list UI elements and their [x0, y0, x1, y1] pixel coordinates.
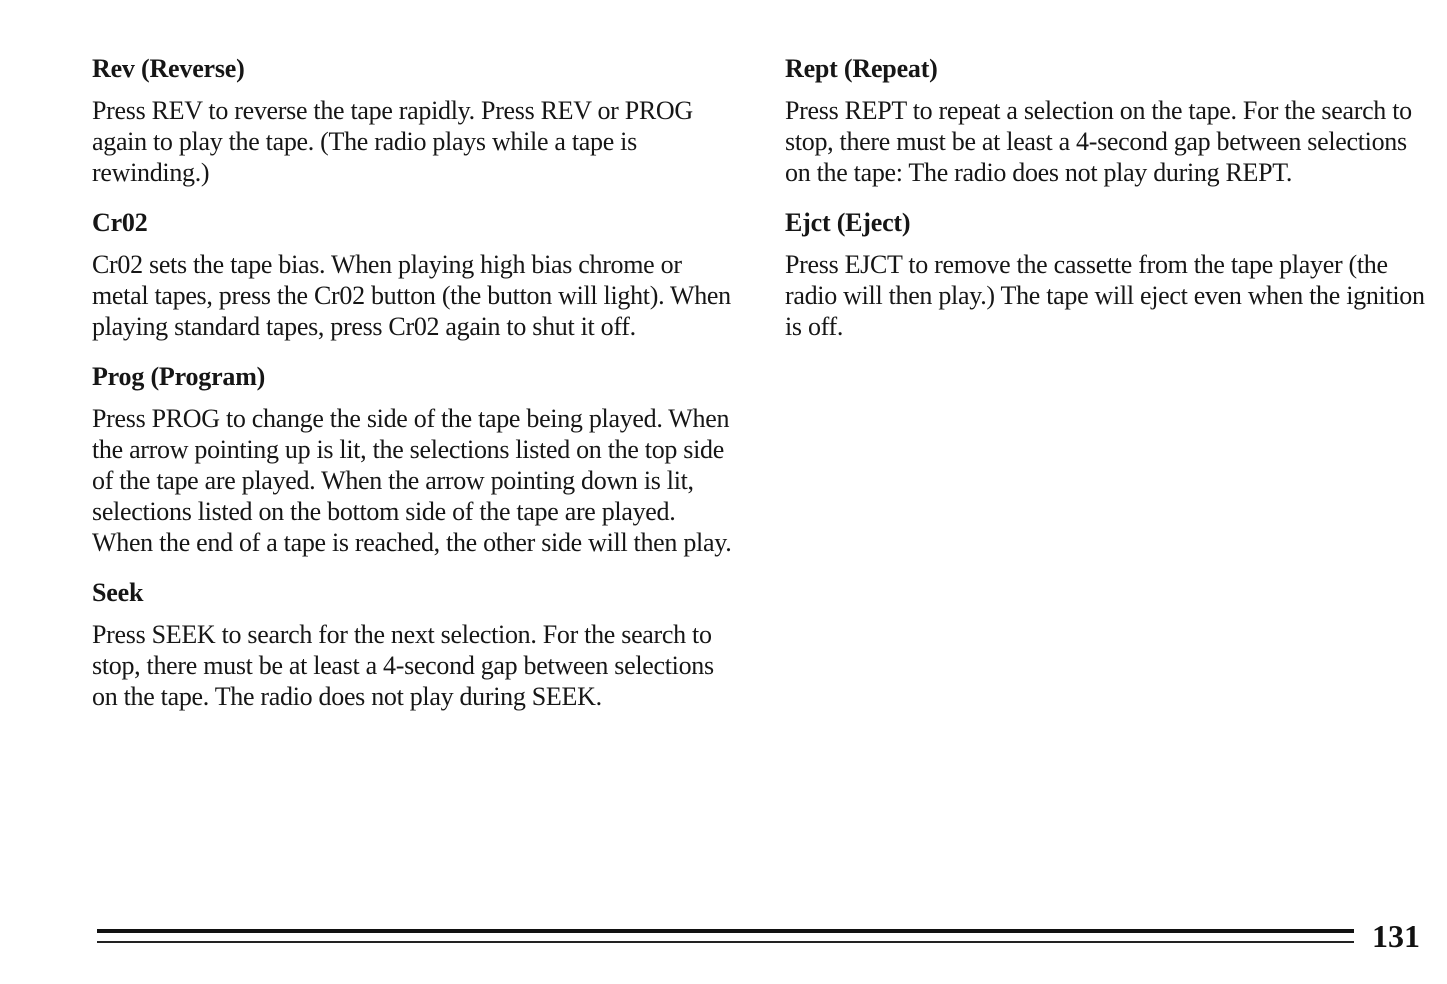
section-heading: Seek — [92, 578, 144, 607]
section-body: Cr02 sets the tape bias. When playing high bias chrome or metal tapes, press the Cr02 button (the button will light). When playing standard tapes, press Cr02 again to shut it off. — [92, 250, 731, 341]
section-heading: Prog (Program) — [92, 362, 266, 391]
section-prog — [92, 360, 742, 558]
left-column — [92, 52, 742, 730]
section-heading: Rept (Repeat) — [785, 54, 938, 83]
section-body: Press REPT to repeat a selection on the tape. For the search to stop, there must be at least a 4-second gap between selections on the tape: The radio does not play during REPT. — [785, 96, 1412, 187]
footer-rule — [97, 927, 1354, 947]
footer-rule-thick-line — [97, 929, 1354, 933]
section-body: Press SEEK to search for the next selection. For the search to stop, there must be at least a 4-second gap between selections on the tape. The radio does not play during SEEK. — [92, 620, 714, 711]
section-body: Press EJCT to remove the cassette from the tape player (the radio will then play.) The tape will eject even when the ignition is off. — [785, 250, 1425, 341]
section-heading: Cr02 — [92, 208, 148, 237]
footer-rule-thin-line — [97, 941, 1354, 943]
page-number: 131 — [1372, 918, 1420, 954]
section-body: Press REV to reverse the tape rapidly. Press REV or PROG again to play the tape. (The radio plays while a tape is rewinding.) — [92, 96, 693, 187]
section-rept — [785, 52, 1425, 188]
section-seek — [92, 576, 742, 712]
section-rev — [92, 52, 742, 188]
section-heading: Ejct (Eject) — [785, 208, 911, 237]
section-heading: Rev (Reverse) — [92, 54, 245, 83]
section-ejct — [785, 206, 1425, 342]
right-column — [785, 52, 1425, 360]
section-body: Press PROG to change the side of the tape being played. When the arrow pointing up is lit, the selections listed on the top side of the tape are played. When the arrow pointing down is lit, selections listed on the bottom side of the tape are played. When the end of a tape is reached, the other side will then play. — [92, 404, 732, 557]
section-cr02 — [92, 206, 742, 342]
